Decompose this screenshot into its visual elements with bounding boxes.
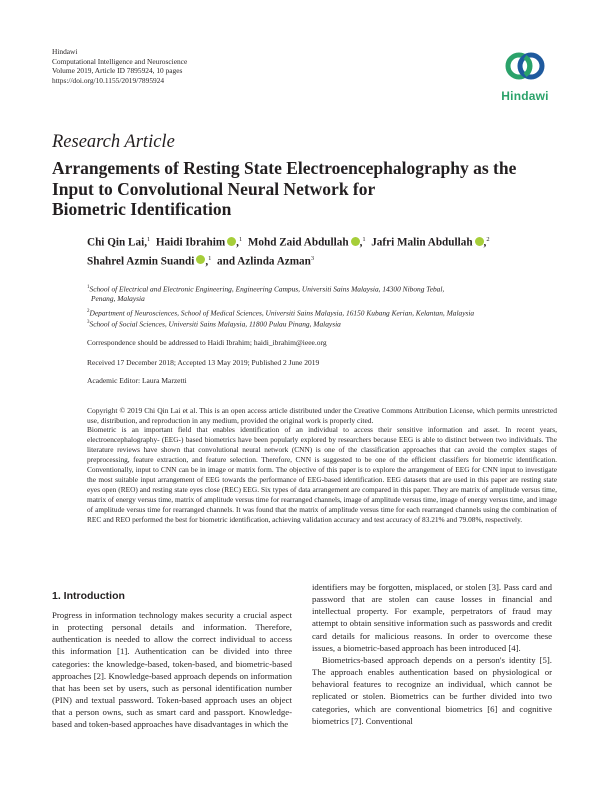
paragraph: Progress in information technology makes security a crucial aspect in protecting personal details and information. Therefore, authentication is needed to allow the correct individual to access this information [1]. Authentication can be divided into three categories: the knowledge-based, token-based, and biometric-based approaches [2]. Knowledge-based approach depends on information that has been set by users, such as personal identification number (PIN) and textual password. Token-based approach uses an object that a person owns, such as smart card and passport. Knowledge-based and token-based approaches have disadvantages in which the (52, 610, 292, 730)
paragraph: Biometrics-based approach depends on a person's identity [5]. The approach enables authentication based on physiological or behavioral features to recognize an individual, which cannot be replicated or stolen. Biometrics can be further divided into two categories, which are conventional biometrics [6] and cognitive biometrics [7]. Conventional (312, 654, 552, 726)
hindawi-logo-text: Hindawi (501, 89, 549, 103)
author-name: Jafri Malin Abdullah (371, 236, 473, 249)
body-column-right (312, 581, 552, 727)
academic-editor: Academic Editor: Laura Marzetti (87, 376, 187, 385)
copyright-notice: Copyright © 2019 Chi Qin Lai et al. This is an open access article distributed under the Creative Commons Attribution License, which permits unrestricted use, distribution, and reproduction in any medium, provided the original work is properly cited. (87, 406, 557, 425)
orcid-icon[interactable] (227, 237, 236, 246)
title-line: Arrangements of Resting State Electroencephalography as the (52, 158, 517, 178)
orcid-icon[interactable] (475, 237, 484, 246)
section-heading: 1. Introduction (52, 590, 125, 602)
author-name: Shahrel Azmin Suandi (87, 255, 195, 268)
journal-info (52, 47, 187, 85)
author-list: Chi Qin Lai,$^1$ Haidi Ibrahim ,$^1$ Mohd Zaid Abdullah ,$^1$ Jafri Malin Abdullah ,$^2$ Shahrel Azmin Suandi ,$^1$ and Azlinda Azman$^3$ (87, 236, 490, 268)
publisher-name: Hindawi (52, 47, 78, 56)
orcid-icon[interactable] (351, 237, 360, 246)
body-column-left (52, 609, 292, 731)
paragraph: identifiers may be forgotten, misplaced, or stolen [3]. Pass card and password that are stolen can cause losses in financial and intellectual property. For example, perpetrators of fraud may attempt to obtain sensitive information such as passwords and credit card details for malicious reasons. In order to overcome these issues, a biometric-based approach has been introduced [4]. (312, 582, 552, 653)
paper-title (52, 158, 562, 220)
affiliation-3: $^3$School of Social Sciences, Universiti Sains Malaysia, 11800 Pulau Pinang, Malaysia (87, 319, 341, 329)
doi-link[interactable]: https://doi.org/10.1155/2019/7895924 (52, 75, 165, 85)
orcid-icon[interactable] (196, 255, 205, 264)
title-line: Input to Convolutional Neural Network for (52, 178, 376, 199)
author-name: and Azlinda Azman (217, 255, 311, 268)
author-name: Chi Qin Lai, (87, 236, 147, 249)
correspondence: Correspondence should be addressed to Haidi Ibrahim; haidi_ibrahim@ieee.org (87, 338, 327, 347)
article-type: Research Article (52, 132, 175, 152)
volume-line: Volume 2019, Article ID 7895924, 10 pages (52, 66, 183, 76)
affiliation-2: $^2$Department of Neurosciences, School of Medical Sciences, Universiti Sains Malaysia, 16150 Kubang Kerian, Kelantan, Malaysia (87, 308, 475, 318)
author-name: Haidi Ibrahim (155, 236, 226, 249)
author-name: Mohd Zaid Abdullah (247, 236, 349, 249)
journal-name: Computational Intelligence and Neuroscience (52, 56, 188, 66)
affiliation-1: $^1$School of Electrical and Electronic Engineering, Engineering Campus, Universiti Sains Malaysia, 14300 Nibong Tebal, Penang, Malaysia (87, 284, 445, 304)
title-line: Biometric Identification (52, 199, 232, 219)
abstract: Biometric is an important field that enables identification of an individual to access their sensitive information and asset. In recent years, electroencephalography- (EEG-) based biometrics have been popularly explored by researchers because EEG is able to distinct between two individuals. The literature reviews have shown that convolutional neural network (CNN) is one of the classification approaches that can avoid the complex stages of preprocessing, feature extraction, and feature selection. Therefore, CNN is suggested to be one of the efficient classifiers for biometric identification. Conventionally, input to CNN can be in image or matrix form. The objective of this paper is to explore the arrangement of EEG for CNN input to investigate the most suitable input arrangement of EEG towards the performance of EEG-based identification. EEG datasets that are used in this paper are resting state eyes open (REO) and resting state eyes close (REC) EEG. Six types of data arrangement are compared in this paper. They are matrix of amplitude versus time, matrix of energy versus time, matrix of amplitude versus time for rearranged channels, image of amplitude versus time, image of energy versus time, and image of amplitude versus time for rearranged channels. It was found that the matrix of amplitude versus time for each rearranged channels using the combination of REC and REO performed the best for biometric identification, achieving validation accuracy and test accuracy of 83.21% and 79.08%, respectively. (87, 425, 557, 525)
publication-dates: Received 17 December 2018; Accepted 13 May 2019; Published 2 June 2019 (87, 358, 320, 367)
